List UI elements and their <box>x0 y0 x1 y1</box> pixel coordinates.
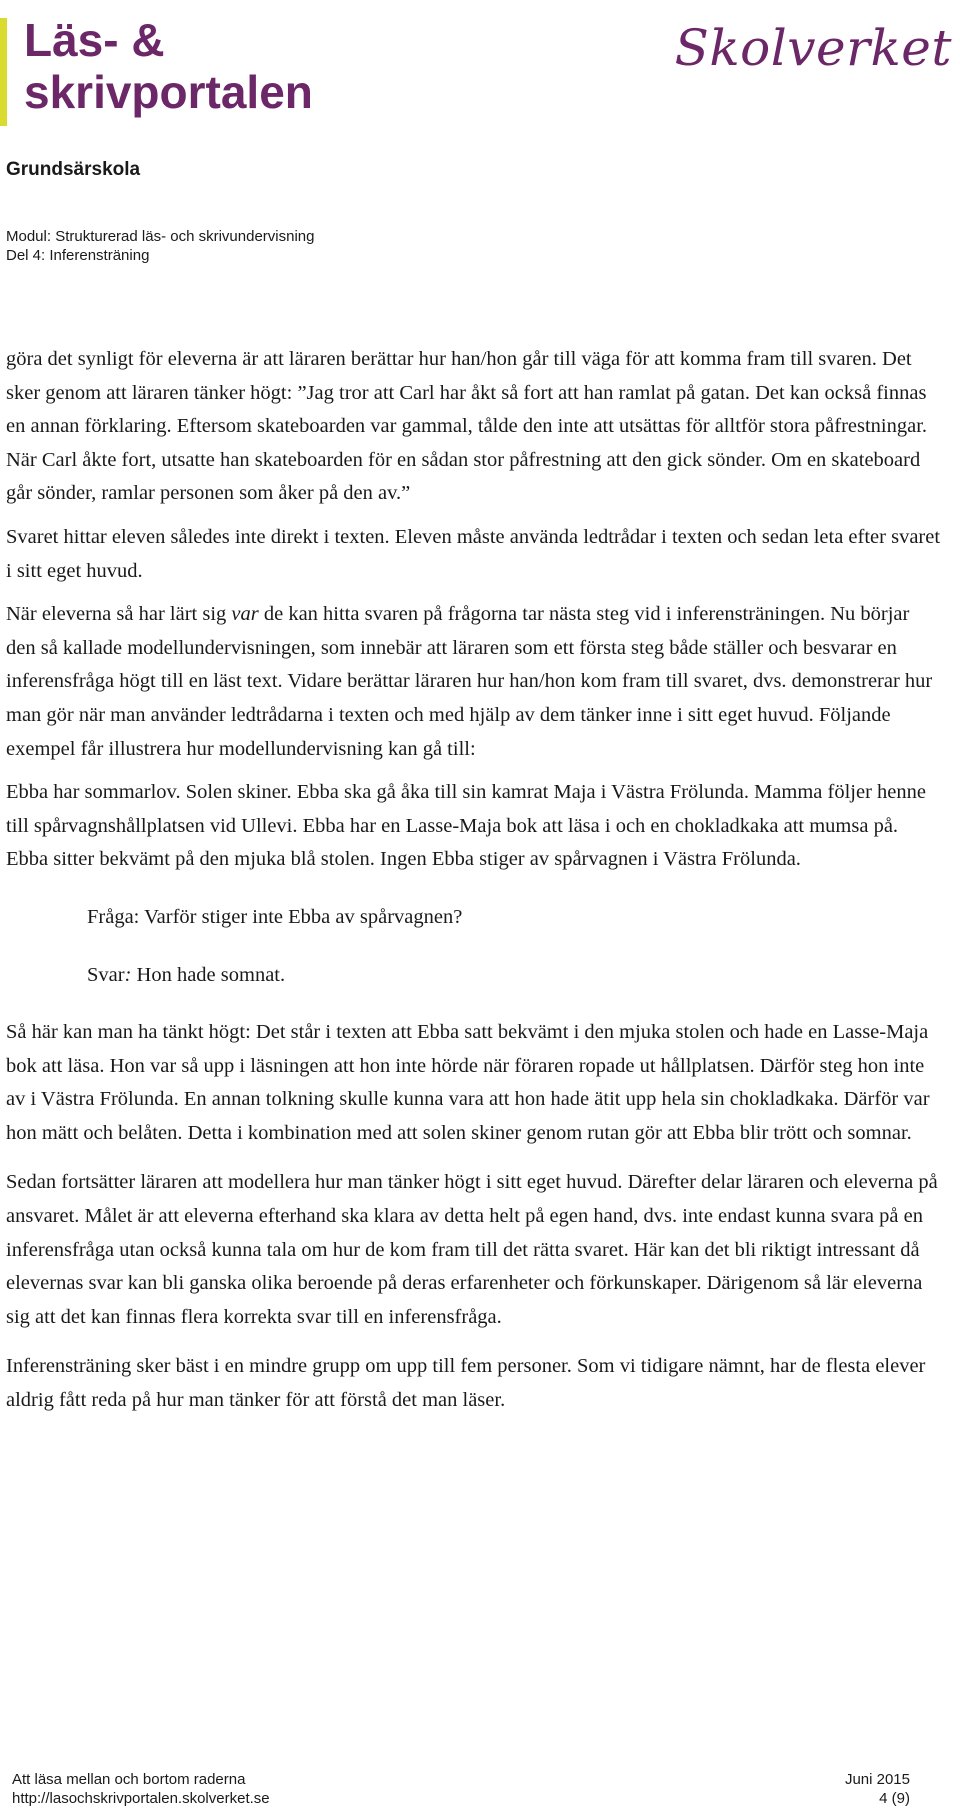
footer-title: Att läsa mellan och bortom raderna <box>12 1771 246 1788</box>
paragraph-3 <box>6 598 941 766</box>
answer-text: Hon hade somnat. <box>131 963 286 986</box>
paragraph-5: Så här kan man ha tänkt högt: Det står i texten att Ebba satt bekvämt i den mjuka stolen och hade en Lasse-Maja bok att läsa. Hon var så upp i läsningen att hon inte hörde när föraren ropade ut hållplatsen. Därför steg hon inte av i Västra Frölunda. En annan tolkning skulle kunna vara att hon hade ätit upp hela sin chokladkaka. Därför var hon mätt och belåten. Detta i kombination med att solen skiner genom rutan gör att Ebba blir trött och somnar. <box>6 1021 930 1144</box>
portal-title-line2: skrivportalen <box>24 66 313 118</box>
paragraph-3-start: När eleverna så har lärt sig <box>6 603 232 626</box>
module-part: Del 4: Inferensträning <box>6 247 150 264</box>
header-accent-bar <box>0 18 7 126</box>
skolverket-logo: Skolverket <box>674 19 952 77</box>
footer-row-1 <box>12 1770 910 1789</box>
example-question: Fråga: Varför stiger inte Ebba av spårvagnen? <box>87 905 463 928</box>
footer-page-number: 4 (9) <box>879 1790 910 1807</box>
paragraph-3-end: de kan hitta svaren på frågorna tar nästa steg vid i inferensträningen. Nu börjar den så kallade modellundervisningen, som innebär att läraren som ett första steg både ställer och besvarar en inferensfråga högt till en läst text. Vidare berättar läraren hur han/hon kom fram till svaret, dvs. demonstrerar hur man gör när man använder ledtrådarna i texten och med hjälp av dem tänker inne i sitt eget huvud. Följande exempel får illustrera hur modellundervisning kan gå till: <box>6 603 933 760</box>
portal-title-line1: Läs- & <box>24 14 165 66</box>
paragraph-1: göra det synligt för eleverna är att läraren berättar hur han/hon går till väga för att komma fram till svaren. Det sker genom att läraren tänker högt: ”Jag tror att Carl har åkt så fort att han ramlat på gatan. Det kan också finnas en annan förklaring. Eftersom skateboarden var gammal, tålde den inte att utsättas för alltför stora påfrestningar. När Carl åkte fort, utsatte han skateboarden för en sådan stor påfrestning att den gick sönder. Om en skateboard går sönder, ramlar personen som åker på den av.” <box>6 348 928 505</box>
footer-row-2 <box>12 1789 910 1808</box>
example-answer <box>87 959 941 993</box>
footer-url: http://lasochskrivportalen.skolverket.se <box>12 1790 270 1807</box>
document-body <box>6 343 941 1428</box>
paragraph-2: Svaret hittar eleven således inte direkt i texten. Eleven måste använda ledtrådar i texten och sedan leta efter svaret i sitt eget huvud. <box>6 525 941 582</box>
answer-label: Svar <box>87 963 125 986</box>
example-story: Ebba har sommarlov. Solen skiner. Ebba ska gå åka till sin kamrat Maja i Västra Frölunda. Mamma följer henne till spårvagnshållplatsen vid Ullevi. Ebba har en Lasse-Maja bok att läsa i och en chokladkaka att mumsa på. Ebba sitter bekvämt på den mjuka blå stolen. Ingen Ebba stiger av spårvagnen i Västra Frölunda. <box>6 781 926 871</box>
paragraph-6: Sedan fortsätter läraren att modellera hur man tänker högt i sitt eget huvud. Därefter delar läraren och eleverna på ansvaret. Målet är att eleverna efterhand ska klara av detta helt på egen hand, dvs. inte endast kunna svara på en inferensfråga utan också kunna tala om hur de kom fram till det rätta svaret. Här kan det bli riktigt intressant då elevernas svar kan bli ganska olika beroende på deras erfarenheter och förkunskaper. Därigenom så lär eleverna sig att det kan finnas flera korrekta svar till en inferensfråga. <box>6 1171 938 1328</box>
footer-date: Juni 2015 <box>844 1771 910 1788</box>
module-name: Modul: Strukturerad läs- och skrivundervisning <box>6 228 315 245</box>
answer-colon: : <box>124 963 132 986</box>
school-form-heading: Grundsärskola <box>6 159 141 180</box>
paragraph-7: Inferensträning sker bäst i en mindre grupp om upp till fem personer. Som vi tidigare nämnt, har de flesta elever aldrig fått reda på hur man tänker för att förstå det man läser. <box>6 1355 926 1412</box>
portal-title <box>24 14 313 118</box>
module-info <box>6 227 314 265</box>
emphasis-var: var <box>231 603 259 626</box>
page-footer <box>12 1770 910 1808</box>
